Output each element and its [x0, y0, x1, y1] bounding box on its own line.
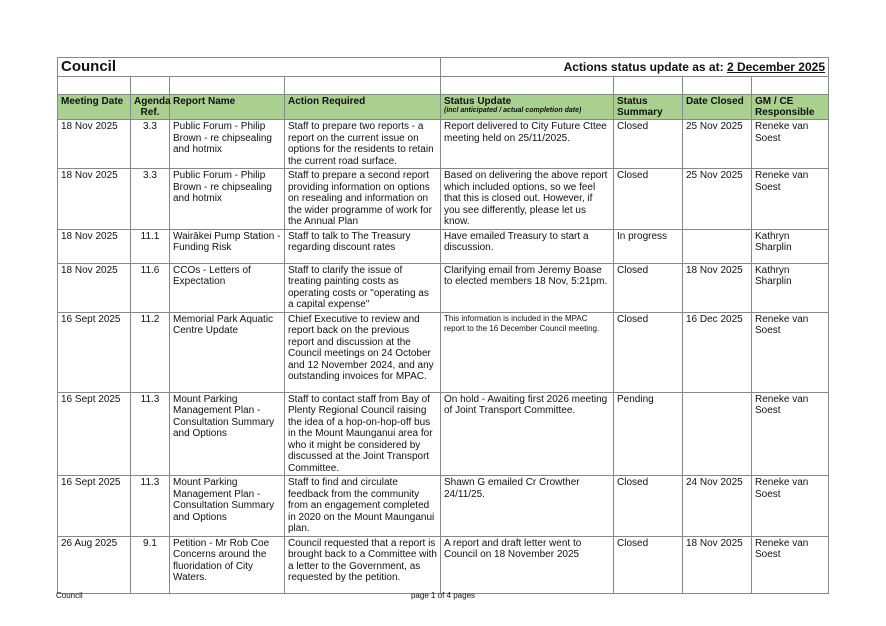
- cell-report-name: Wairākei Pump Station - Funding Risk: [170, 229, 285, 263]
- cell-meeting-date: 18 Nov 2025: [58, 120, 131, 169]
- cell-status-summary: Closed: [614, 476, 683, 537]
- cell-date-closed: [683, 229, 752, 263]
- cell-date-closed: 16 Dec 2025: [683, 312, 752, 392]
- cell-agenda-ref: 11.6: [131, 263, 170, 312]
- cell-agenda-ref: 3.3: [131, 169, 170, 230]
- cell-meeting-date: 18 Nov 2025: [58, 169, 131, 230]
- footer-page-number: page 1 of 4 pages: [410, 591, 476, 600]
- col-status-summary: Status Summary: [614, 95, 683, 120]
- table-row: [58, 169, 829, 230]
- cell-responsible: Reneke van Soest: [752, 169, 829, 230]
- cell-agenda-ref: 11.1: [131, 229, 170, 263]
- table-body: [58, 120, 829, 594]
- cell-report-name: Public Forum - Philip Brown - re chipsealing and hotmix: [170, 120, 285, 169]
- cell-action-required: Staff to find and circulate feedback from the community from an engagement completed in 2020 on the Mount Maunganui plan.: [285, 476, 441, 537]
- page-title: Council: [58, 58, 441, 77]
- cell-responsible: Reneke van Soest: [752, 392, 829, 476]
- cell-date-closed: 25 Nov 2025: [683, 169, 752, 230]
- cell-agenda-ref: 3.3: [131, 120, 170, 169]
- status-prefix: Actions status update as at:: [563, 60, 724, 74]
- cell-date-closed: [683, 392, 752, 476]
- cell-agenda-ref: 11.2: [131, 312, 170, 392]
- cell-status-summary: Closed: [614, 536, 683, 593]
- cell-status-update: This information is included in the MPAC report to the 16 December Council meeting.: [441, 312, 614, 392]
- cell-responsible: Reneke van Soest: [752, 312, 829, 392]
- status-update-label: Status Update: [444, 96, 512, 107]
- cell-agenda-ref: 11.3: [131, 392, 170, 476]
- cell-action-required: Council requested that a report is brought back to a Committee with a letter to the Government, as requested by the petition.: [285, 536, 441, 593]
- cell-status-update: Have emailed Treasury to start a discussion.: [441, 229, 614, 263]
- cell-status-update: On hold - Awaiting first 2026 meeting of Joint Transport Committee.: [441, 392, 614, 476]
- cell-date-closed: 18 Nov 2025: [683, 263, 752, 312]
- col-meeting-date: Meeting Date: [58, 95, 131, 120]
- title-row: [58, 58, 829, 77]
- cell-status-update: Based on delivering the above report which included options, so we feel that this is closed out. However, if you see differently, please let us know.: [441, 169, 614, 230]
- footer-left: Council: [56, 591, 83, 600]
- cell-status-summary: Closed: [614, 120, 683, 169]
- cell-status-update: Clarifying email from Jeremy Boase to elected members 18 Nov, 5:21pm.: [441, 263, 614, 312]
- cell-date-closed: 24 Nov 2025: [683, 476, 752, 537]
- cell-action-required: Staff to clarify the issue of treating painting costs as operating costs or "operating as a capital expense": [285, 263, 441, 312]
- cell-agenda-ref: 9.1: [131, 536, 170, 593]
- table-row: [58, 392, 829, 476]
- cell-report-name: Petition - Mr Rob Coe Concerns around the fluoridation of City Waters.: [170, 536, 285, 593]
- cell-report-name: Mount Parking Management Plan - Consultation Summary and Options: [170, 476, 285, 537]
- col-responsible: GM / CE Responsible: [752, 95, 829, 120]
- cell-responsible: Reneke van Soest: [752, 476, 829, 537]
- cell-report-name: Mount Parking Management Plan - Consultation Summary and Options: [170, 392, 285, 476]
- cell-status-update: Shawn G emailed Cr Crowther 24/11/25.: [441, 476, 614, 537]
- table-row: [58, 536, 829, 593]
- cell-report-name: CCOs - Letters of Expectation: [170, 263, 285, 312]
- blank-row: [58, 77, 829, 95]
- cell-status-summary: Pending: [614, 392, 683, 476]
- col-action-required: Action Required: [285, 95, 441, 120]
- actions-table: [57, 57, 829, 594]
- col-agenda-ref: Agenda Ref.: [131, 95, 170, 120]
- cell-action-required: Chief Executive to review and report back on the previous report and discussion at the Council meetings on 24 October and 12 November 2024, and any outstanding invoices for MPAC.: [285, 312, 441, 392]
- col-date-closed: Date Closed: [683, 95, 752, 120]
- cell-meeting-date: 16 Sept 2025: [58, 392, 131, 476]
- cell-status-update: Report delivered to City Future Cttee meeting held on 25/11/2025.: [441, 120, 614, 169]
- cell-status-update: A report and draft letter went to Council on 18 November 2025: [441, 536, 614, 593]
- cell-agenda-ref: 11.3: [131, 476, 170, 537]
- cell-meeting-date: 16 Sept 2025: [58, 476, 131, 537]
- cell-action-required: Staff to prepare two reports - a report on the current issue on options for the residents to retain the current road surface.: [285, 120, 441, 169]
- cell-date-closed: 25 Nov 2025: [683, 120, 752, 169]
- cell-meeting-date: 18 Nov 2025: [58, 229, 131, 263]
- cell-meeting-date: 26 Aug 2025: [58, 536, 131, 593]
- cell-responsible: Reneke van Soest: [752, 120, 829, 169]
- cell-meeting-date: 16 Sept 2025: [58, 312, 131, 392]
- status-as-at: [441, 58, 829, 77]
- col-status-update: [441, 95, 614, 120]
- actions-sheet: [57, 57, 828, 594]
- cell-responsible: Kathryn Sharplin: [752, 229, 829, 263]
- cell-action-required: Staff to contact staff from Bay of Plenty Regional Council raising the idea of a hop-on-hop-off bus in the Mount Maunganui area for who it might be considered by discussed at the Joint Transport Committee.: [285, 392, 441, 476]
- cell-date-closed: 18 Nov 2025: [683, 536, 752, 593]
- table-row: [58, 120, 829, 169]
- cell-action-required: Staff to prepare a second report providing information on options on resealing and information on the wider programme of work for the Annual Plan: [285, 169, 441, 230]
- cell-report-name: Public Forum - Philip Brown - re chipsealing and hotmix: [170, 169, 285, 230]
- cell-report-name: Memorial Park Aquatic Centre Update: [170, 312, 285, 392]
- col-report-name: Report Name: [170, 95, 285, 120]
- cell-status-summary: In progress: [614, 229, 683, 263]
- cell-status-summary: Closed: [614, 263, 683, 312]
- cell-status-summary: Closed: [614, 312, 683, 392]
- cell-action-required: Staff to talk to The Treasury regarding discount rates: [285, 229, 441, 263]
- status-date: 2 December 2025: [726, 60, 826, 74]
- status-update-sublabel: (incl anticipated / actual completion date): [444, 107, 582, 114]
- cell-meeting-date: 18 Nov 2025: [58, 263, 131, 312]
- table-row: [58, 312, 829, 392]
- table-row: [58, 263, 829, 312]
- cell-responsible: Reneke van Soest: [752, 536, 829, 593]
- table-row: [58, 476, 829, 537]
- table-row: [58, 229, 829, 263]
- header-row: [58, 95, 829, 120]
- cell-status-summary: Closed: [614, 169, 683, 230]
- cell-responsible: Kathryn Sharplin: [752, 263, 829, 312]
